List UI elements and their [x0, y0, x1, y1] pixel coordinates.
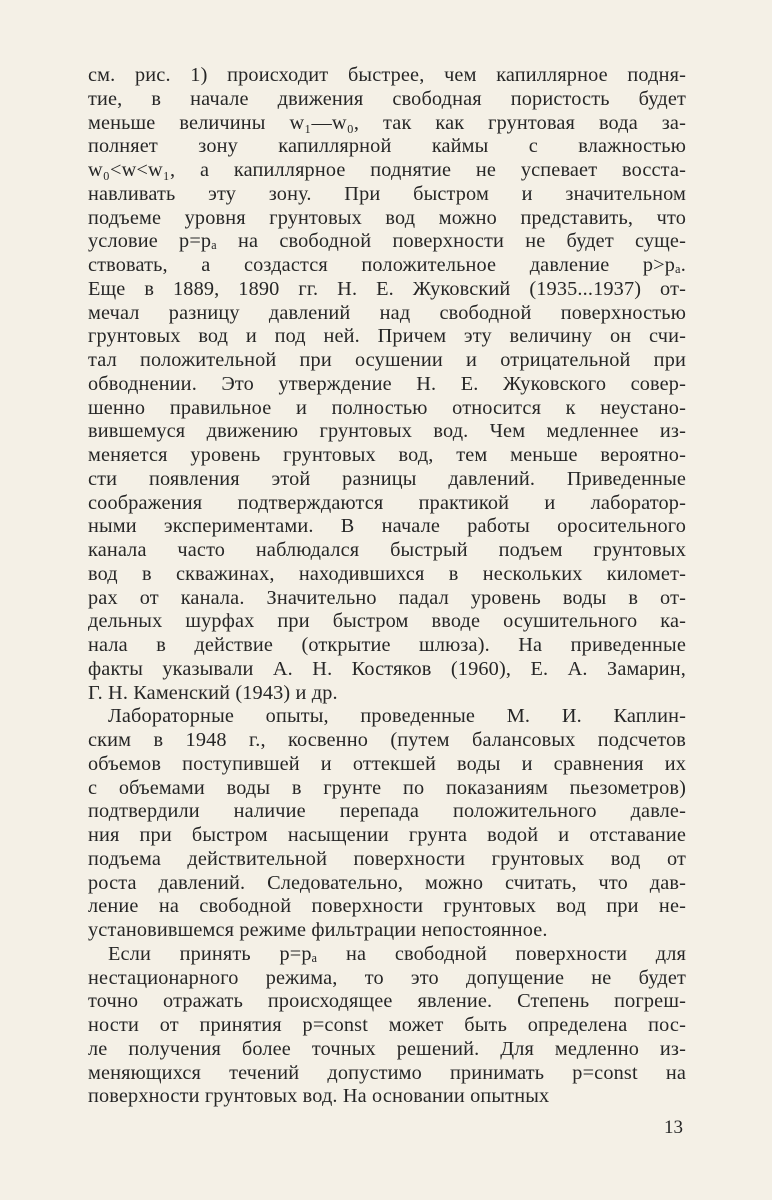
- text-line: ными экспериментами. В начале работы оросительного: [88, 515, 686, 538]
- text-line: нестационарного режима, то это допущение не будет: [88, 966, 686, 989]
- text-line: подтвердили наличие перепада положительного давле-: [88, 800, 686, 823]
- paragraph: [88, 943, 686, 1109]
- text-line: тие, в начале движения свободная пористость будет: [88, 87, 686, 110]
- text-line: полняет зону капиллярной каймы с влажностью: [88, 135, 686, 158]
- text-line: роста давлений. Следовательно, можно считать, что дав-: [88, 871, 686, 894]
- text-line: обводнении. Это утверждение Н. Е. Жуковского совер-: [88, 372, 686, 395]
- text-line: ле получения более точных решений. Для медленно из-: [88, 1037, 686, 1060]
- text-line: сти появления этой разницы давлений. Приведенные: [88, 467, 686, 490]
- text-line: дельных шурфах при быстром вводе осушительного ка-: [88, 610, 686, 633]
- text-line: грунтовых вод и под ней. Причем эту величину он счи-: [88, 325, 686, 348]
- text-line: навливать эту зону. При быстром и значительном: [88, 182, 686, 205]
- body-text: [88, 64, 686, 1109]
- page-number: 13: [664, 1117, 683, 1138]
- text-line: подъеме уровня грунтовых вод можно представить, что: [88, 206, 686, 229]
- text-line: меньше величины w₁—w₀, так как грунтовая вода за-: [88, 111, 686, 134]
- text-line: соображения подтверждаются практикой и лаборатор-: [88, 491, 686, 514]
- text-line: условие p=pₐ на свободной поверхности не будет суще-: [88, 230, 686, 253]
- text-line: Если принять p=pₐ на свободной поверхности для: [108, 942, 686, 965]
- paragraph: [88, 64, 686, 705]
- text-line: w₀<w<w₁, а капиллярное поднятие не успевает восста-: [88, 159, 686, 181]
- text-line: см. рис. 1) происходит быстрее, чем капиллярное подня-: [88, 64, 686, 86]
- text-line: ским в 1948 г., косвенно (путем балансовых подсчетов: [88, 729, 686, 751]
- text-line: нала в действие (открытие шлюза). На приведенные: [88, 634, 686, 656]
- text-line: рах от канала. Значительно падал уровень воды в от-: [88, 586, 686, 609]
- text-line: меняющихся течений допустимо принимать p=const на: [88, 1061, 686, 1084]
- text-line: вод в скважинах, находившихся в нескольких километ-: [88, 562, 686, 585]
- text-line: Г. Н. Каменский (1943) и др.: [88, 681, 338, 704]
- text-line: с объемами воды в грунте по показаниям пьезометров): [88, 776, 686, 799]
- text-line: Еще в 1889, 1890 гг. Н. Е. Жуковский (1935...1937) от-: [88, 277, 686, 300]
- text-line: подъема действительной поверхности грунтовых вод от: [88, 847, 686, 870]
- text-line: ление на свободной поверхности грунтовых вод при не-: [88, 895, 686, 918]
- text-line: тал положительной при осушении и отрицательной при: [88, 349, 686, 371]
- text-line: шенно правильное и полностью относится к неустано-: [88, 396, 686, 419]
- text-line: канала часто наблюдался быстрый подъем грунтовых: [88, 539, 686, 561]
- text-line: поверхности грунтовых вод. На основании опытных: [88, 1085, 550, 1108]
- text-line: ности от принятия p=const может быть определена пос-: [88, 1014, 686, 1036]
- text-line: точно отражать происходящее явление. Степень погреш-: [88, 990, 686, 1013]
- text-line: установившемся режиме фильтрации непостоянное.: [88, 919, 548, 941]
- text-line: объемов поступившей и оттекшей воды и сравнения их: [88, 752, 686, 775]
- text-line: вившемуся движению грунтовых вод. Чем медленнее из-: [88, 420, 686, 443]
- text-line: Лабораторные опыты, проведенные М. И. Каплин-: [108, 705, 686, 728]
- text-line: факты указывали А. Н. Костяков (1960), Е. А. Замарин,: [88, 657, 686, 680]
- text-line: меняется уровень грунтовых вод, тем меньше вероятно-: [88, 444, 686, 466]
- text-line: ствовать, а создастся положительное давление p>pₐ.: [88, 254, 686, 276]
- text-line: мечал разницу давлений над свободной поверхностью: [88, 301, 686, 324]
- text-line: ния при быстром насыщении грунта водой и отставание: [88, 824, 686, 846]
- paragraph: [88, 705, 686, 943]
